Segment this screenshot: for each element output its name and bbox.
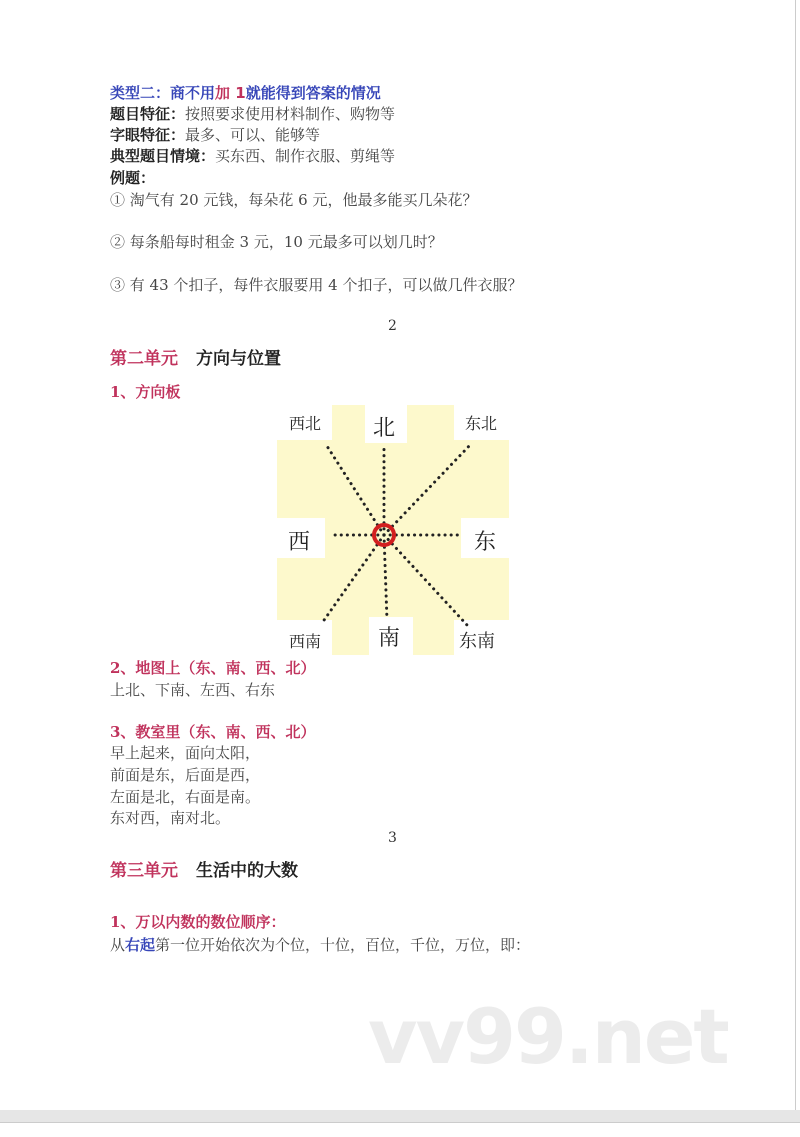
west-label: 西 xyxy=(287,530,311,555)
north-label: 北 xyxy=(372,416,396,441)
map-text: 上北、下南、左西、右东 xyxy=(110,681,276,699)
northwest-label: 西北 xyxy=(288,414,322,433)
feature-line: 题目特征：按照要求使用材料制作、购物等 xyxy=(110,105,396,123)
south-label: 南 xyxy=(377,626,401,651)
classroom-line: 早上起来，面向太阳， xyxy=(110,744,261,762)
unit3-heading: 第三单元 生活中的大数 xyxy=(110,861,298,881)
example-label: 例题： xyxy=(110,169,156,187)
example-2: ② 每条船每时租金 3 元，10 元最多可以划几时？ xyxy=(110,233,443,251)
page-gap xyxy=(0,1110,800,1123)
compass-board xyxy=(277,405,509,655)
place-value-heading: 1、万以内数的数位顺序： xyxy=(110,913,286,931)
example-1: ① 淘气有 20 元钱，每朵花 6 元，他最多能买几朵花？ xyxy=(110,191,478,209)
compass-section-heading: 1、方向板 xyxy=(110,383,181,401)
keyword-line: 字眼特征：最多、可以、能够等 xyxy=(110,126,321,144)
place-value-text: 从右起第一位开始依次为个位，十位，百位，千位，万位，即： xyxy=(110,936,531,954)
page-number: 3 xyxy=(388,830,397,846)
map-heading: 2、地图上（东、南、西、北） xyxy=(110,659,316,677)
context-line: 典型题目情境：买东西、制作衣服、剪绳等 xyxy=(110,147,396,165)
example-3: ③ 有 43 个扣子，每件衣服要用 4 个扣子，可以做几件衣服？ xyxy=(110,276,523,294)
classroom-heading: 3、教室里（东、南、西、北） xyxy=(110,723,316,741)
southeast-label: 东南 xyxy=(459,631,495,652)
classroom-line: 前面是东，后面是西， xyxy=(110,766,261,784)
east-label: 东 xyxy=(473,530,497,555)
type2-title: 类型二：商不用加 1就能得到答案的情况 xyxy=(110,84,381,102)
watermark: vv99.net xyxy=(368,992,728,1081)
classroom-line: 左面是北，右面是南。 xyxy=(110,788,261,806)
northeast-label: 东北 xyxy=(464,414,498,433)
southwest-label: 西南 xyxy=(288,632,322,651)
classroom-line: 东对西，南对北。 xyxy=(110,809,231,827)
unit2-heading: 第二单元 方向与位置 xyxy=(110,349,281,369)
page-number: 2 xyxy=(388,318,397,334)
